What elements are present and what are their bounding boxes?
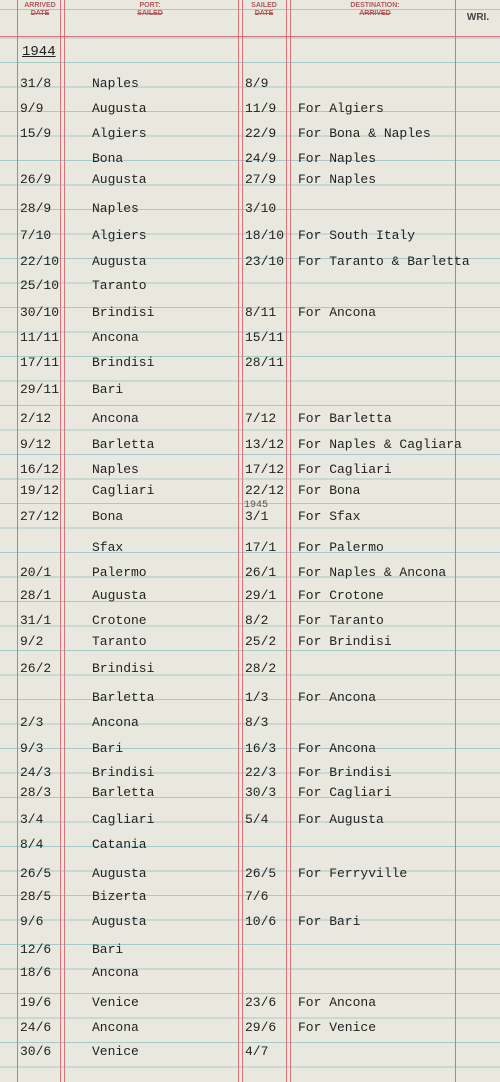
row-destination: For Brindisi [298,765,392,780]
row-port-name: Augusta [92,101,147,116]
row-sailed-date: 3/1 [245,509,269,524]
row-sailed-date: 3/10 [245,201,277,216]
row-destination: For Ferryville [298,866,408,881]
row-port-name: Crotone [92,613,147,628]
header-destination-label: DESTINATION: [350,2,400,9]
row-arrived-date: 9/2 [20,634,44,649]
row-sailed-date: 13/12 [245,437,285,452]
row-sailed-date: 26/5 [245,866,277,881]
column-rule [17,0,18,1082]
row-port-name: Sfax [92,540,124,555]
row-sailed-date: 17/1 [245,540,277,555]
row-port-name: Bari [92,741,124,756]
header-port-label: PORT: [139,2,161,9]
row-destination: For Venice [298,1020,377,1035]
row-destination: For Naples & Ancona [298,565,447,580]
row-sailed-date: 8/11 [245,305,277,320]
row-arrived-date: 8/4 [20,837,44,852]
column-rule [64,0,65,1082]
row-arrived-date: 9/12 [20,437,52,452]
row-sailed-date: 8/2 [245,613,269,628]
row-arrived-date: 25/10 [20,278,60,293]
row-sailed-date: 25/2 [245,634,277,649]
row-sailed-date: 8/9 [245,76,269,91]
row-sailed-date: 26/1 [245,565,277,580]
row-port-name: Bari [92,382,124,397]
row-port-name: Venice [92,995,139,1010]
header-sailed [244,2,284,18]
row-arrived-date: 28/9 [20,201,52,216]
row-sailed-date: 28/2 [245,661,277,676]
row-port-name: Augusta [92,254,147,269]
row-arrived-date: 27/12 [20,509,60,524]
row-destination: For Sfax [298,509,361,524]
row-sailed-date: 17/12 [245,462,285,477]
row-sailed-date: 29/6 [245,1020,277,1035]
row-port-name: Bona [92,509,124,524]
row-port-name: Ancona [92,411,139,426]
row-arrived-date: 16/12 [20,462,60,477]
row-arrived-date: 28/5 [20,889,52,904]
header-destination-arrived: ARRIVED [359,10,391,17]
row-arrived-date: 26/2 [20,661,52,676]
column-rule [242,0,243,1082]
row-port-name: Brindisi [92,661,155,676]
header-rule [0,36,500,37]
row-port-name: Augusta [92,866,147,881]
row-arrived-date: 3/4 [20,812,44,827]
row-arrived-date: 18/6 [20,965,52,980]
row-port-name: Cagliari [92,812,155,827]
row-sailed-date: 8/3 [245,715,269,730]
row-arrived-date: 30/10 [20,305,60,320]
row-sailed-date: 7/6 [245,889,269,904]
row-destination: For Ancona [298,305,377,320]
row-port-name: Ancona [92,965,139,980]
row-sailed-date: 4/7 [245,1044,269,1059]
row-arrived-date: 12/6 [20,942,52,957]
row-destination: For Ancona [298,995,377,1010]
row-port-name: Bari [92,942,124,957]
row-sailed-date: 29/1 [245,588,277,603]
row-destination: For Cagliari [298,785,392,800]
column-rule [238,0,239,1082]
row-destination: For Barletta [298,411,392,426]
header-port [110,2,190,18]
row-arrived-date: 26/5 [20,866,52,881]
row-arrived-date: 30/6 [20,1044,52,1059]
row-port-name: Catania [92,837,147,852]
row-arrived-date: 11/11 [20,330,60,345]
row-sailed-date: 22/12 [245,483,285,498]
column-rule [286,0,287,1082]
row-destination: For Ancona [298,690,377,705]
row-port-name: Cagliari [92,483,155,498]
row-destination: For Crotone [298,588,384,603]
row-arrived-date: 19/6 [20,995,52,1010]
row-port-name: Algiers [92,126,147,141]
header-sailed-date: DATE [254,10,274,17]
row-port-name: Barletta [92,437,155,452]
row-port-name: Augusta [92,172,147,187]
row-arrived-date: 9/6 [20,914,44,929]
row-sailed-date: 16/3 [245,741,277,756]
row-arrived-date: 7/10 [20,228,52,243]
header-wri: WRI. [466,12,490,23]
row-destination: For Bona & Naples [298,126,431,141]
row-destination: For Algiers [298,101,384,116]
row-port-name: Brindisi [92,765,155,780]
header-arrived [20,2,60,18]
row-arrived-date: 2/3 [20,715,44,730]
row-destination: For Bona [298,483,361,498]
row-port-name: Ancona [92,1020,139,1035]
row-port-name: Venice [92,1044,139,1059]
header-arrived-date: DATE [30,10,50,17]
row-port-name: Naples [92,201,139,216]
row-destination: For Taranto & Barletta [298,254,470,269]
row-port-name: Augusta [92,588,147,603]
row-destination: For Naples & Cagliara [298,437,462,452]
row-sailed-date: 27/9 [245,172,277,187]
row-port-name: Barletta [92,690,155,705]
row-destination: For South Italy [298,228,416,243]
row-sailed-date: 1/3 [245,690,269,705]
row-arrived-date: 31/1 [20,613,52,628]
column-rule [455,0,456,1082]
row-sailed-date: 30/3 [245,785,277,800]
row-destination: For Palermo [298,540,384,555]
column-rule [290,0,291,1082]
row-arrived-date: 31/8 [20,76,52,91]
row-sailed-date: 10/6 [245,914,277,929]
header-arrived-label: ARRIVED [24,2,56,9]
row-destination: For Bari [298,914,361,929]
row-destination: For Augusta [298,812,384,827]
row-sailed-date: 7/12 [245,411,277,426]
year-1944: 1944 [22,44,56,60]
row-destination: For Ancona [298,741,377,756]
row-port-name: Naples [92,462,139,477]
row-arrived-date: 28/3 [20,785,52,800]
row-sailed-date: 23/10 [245,254,285,269]
row-destination: For Taranto [298,613,384,628]
row-port-name: Ancona [92,330,139,345]
row-arrived-date: 15/9 [20,126,52,141]
row-arrived-date: 22/10 [20,254,60,269]
row-port-name: Naples [92,76,139,91]
row-port-name: Bona [92,151,124,166]
header-port-sailed: SAILED [137,10,163,17]
row-destination: For Naples [298,172,377,187]
row-arrived-date: 24/3 [20,765,52,780]
row-port-name: Augusta [92,914,147,929]
row-arrived-date: 28/1 [20,588,52,603]
row-sailed-date: 11/9 [245,101,277,116]
row-destination: For Brindisi [298,634,392,649]
row-arrived-date: 2/12 [20,411,52,426]
row-sailed-date: 15/11 [245,330,285,345]
row-port-name: Taranto [92,278,147,293]
header-destination [320,2,430,18]
row-port-name: Algiers [92,228,147,243]
row-arrived-date: 9/9 [20,101,44,116]
column-rule [60,0,61,1082]
row-arrived-date: 26/9 [20,172,52,187]
row-port-name: Barletta [92,785,155,800]
row-sailed-date: 23/6 [245,995,277,1010]
row-port-name: Bizerta [92,889,147,904]
row-port-name: Palermo [92,565,147,580]
row-sailed-date: 28/11 [245,355,285,370]
row-destination: For Cagliari [298,462,392,477]
row-arrived-date: 19/12 [20,483,60,498]
row-arrived-date: 17/11 [20,355,60,370]
row-port-name: Taranto [92,634,147,649]
year-1945: 1945 [244,500,269,511]
row-destination: For Naples [298,151,377,166]
row-sailed-date: 22/9 [245,126,277,141]
header-sailed-label: SAILED [251,2,277,9]
row-sailed-date: 22/3 [245,765,277,780]
row-sailed-date: 18/10 [245,228,285,243]
row-port-name: Brindisi [92,305,155,320]
row-port-name: Ancona [92,715,139,730]
row-arrived-date: 20/1 [20,565,52,580]
row-sailed-date: 5/4 [245,812,269,827]
row-sailed-date: 24/9 [245,151,277,166]
row-arrived-date: 29/11 [20,382,60,397]
row-arrived-date: 24/6 [20,1020,52,1035]
row-arrived-date: 9/3 [20,741,44,756]
row-port-name: Brindisi [92,355,155,370]
